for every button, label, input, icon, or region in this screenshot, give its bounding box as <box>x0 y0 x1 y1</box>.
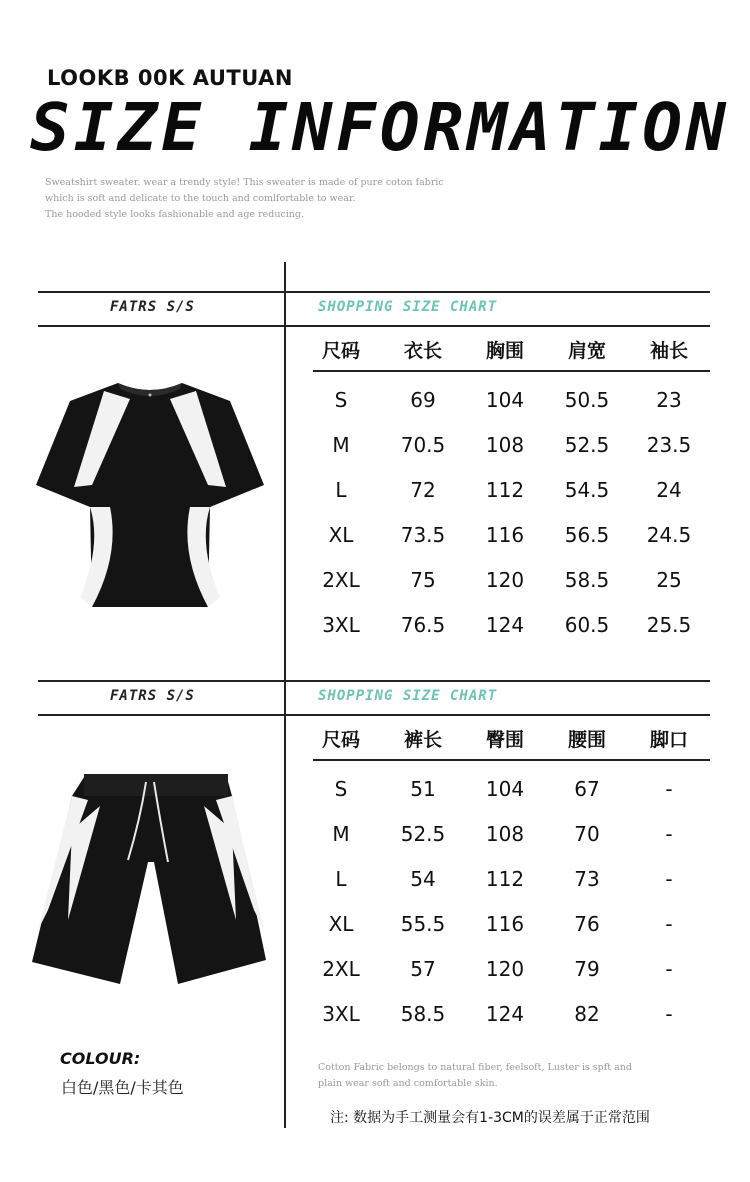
table-row <box>300 811 710 856</box>
header-cell: 胸围 <box>485 339 524 362</box>
size-cell: L <box>335 477 347 502</box>
colour-values: 白色/黑色/卡其色 <box>61 1078 184 1097</box>
brand-name: LOOKB 00K AUTUAN <box>47 66 293 90</box>
page-title: SIZE INFORMATION <box>30 89 730 166</box>
size-cell: XL <box>328 911 354 936</box>
measurement-cell: 73 <box>574 866 600 891</box>
measurement-cell: 52.5 <box>400 821 446 846</box>
measurement-cell: 120 <box>485 567 525 592</box>
measurement-cell: 76 <box>574 911 600 936</box>
measurement-cell: 58.5 <box>400 1001 446 1026</box>
table-body <box>300 377 710 647</box>
table-header-row <box>300 716 710 760</box>
table-row <box>300 856 710 901</box>
table-header-row <box>300 327 710 371</box>
measurement-cell: 124 <box>485 612 525 637</box>
table-row <box>300 766 710 811</box>
measurement-cell: 60.5 <box>564 612 610 637</box>
colour-title: COLOUR: <box>60 1049 141 1068</box>
measurement-cell: 58.5 <box>564 567 610 592</box>
size-cell: 2XL <box>322 567 360 592</box>
measurement-cell: 69 <box>410 387 436 412</box>
measurement-cell: 56.5 <box>564 522 610 547</box>
measurement-cell: 52.5 <box>564 432 610 457</box>
shirt-section-label: FATRS S/S <box>110 299 195 315</box>
table-row <box>300 557 710 602</box>
measurement-cell: 25.5 <box>646 612 692 637</box>
size-cell: XL <box>328 522 354 547</box>
size-cell: 3XL <box>322 1001 360 1026</box>
divider-line <box>38 291 710 293</box>
measurement-cell: 112 <box>485 866 525 891</box>
measurement-note: 注: 数据为手工测量会有1-3CM的误差属于正常范围 <box>330 1110 650 1126</box>
measurement-cell: 73.5 <box>400 522 446 547</box>
intro-line: Sweatshirt sweater. wear a trendy style! This sweater is made of pure coton fabric <box>45 177 444 188</box>
measurement-cell: - <box>665 776 673 801</box>
table-row <box>300 602 710 647</box>
measurement-cell: - <box>665 911 673 936</box>
shorts-image <box>28 770 273 995</box>
header-cell: 尺码 <box>321 339 360 362</box>
intro-line: The hooded style looks fashionable and age reducing. <box>45 209 305 220</box>
header-cell: 臀围 <box>485 728 524 751</box>
measurement-cell: 57 <box>410 956 436 981</box>
measurement-cell: - <box>665 866 673 891</box>
size-cell: M <box>332 432 350 457</box>
measurement-cell: 72 <box>410 477 436 502</box>
measurement-cell: 82 <box>574 1001 600 1026</box>
header-cell: 衣长 <box>403 339 442 362</box>
measurement-cell: 70.5 <box>400 432 446 457</box>
size-cell: S <box>334 776 348 801</box>
header-cell: 肩宽 <box>567 339 606 362</box>
header-cell: 腰围 <box>567 728 606 751</box>
table-row <box>300 467 710 512</box>
measurement-cell: 79 <box>574 956 600 981</box>
measurement-cell: - <box>665 1001 673 1026</box>
tshirt-image <box>30 375 270 615</box>
table-row <box>300 946 710 991</box>
size-cell: 2XL <box>322 956 360 981</box>
measurement-cell: 25 <box>656 567 682 592</box>
measurement-cell: 112 <box>485 477 525 502</box>
measurement-cell: 54 <box>410 866 436 891</box>
intro-line: which is soft and delicate to the touch and comlfortable to wear. <box>45 193 356 204</box>
measurement-cell: 108 <box>485 821 525 846</box>
measurement-cell: 116 <box>485 911 525 936</box>
measurement-cell: 51 <box>410 776 436 801</box>
measurement-cell: 24.5 <box>646 522 692 547</box>
shorts-section-label: FATRS S/S <box>110 688 195 704</box>
divider-line <box>38 680 710 682</box>
measurement-cell: 70 <box>574 821 600 846</box>
measurement-cell: 108 <box>485 432 525 457</box>
shorts-size-table <box>300 716 710 1036</box>
measurement-cell: 75 <box>410 567 436 592</box>
fabric-line: Cotton Fabric belongs to natural fiber, feelsoft, Luster is spft and <box>318 1062 632 1073</box>
measurement-cell: - <box>665 821 673 846</box>
header-cell: 裤长 <box>403 728 442 751</box>
measurement-cell: 120 <box>485 956 525 981</box>
header-cell: 袖长 <box>649 339 688 362</box>
measurement-cell: 104 <box>485 387 525 412</box>
measurement-cell: 54.5 <box>564 477 610 502</box>
header-cell: 尺码 <box>321 728 360 751</box>
table-row <box>300 377 710 422</box>
table-row <box>300 422 710 467</box>
table-row <box>300 901 710 946</box>
measurement-cell: 23.5 <box>646 432 692 457</box>
size-cell: M <box>332 821 350 846</box>
measurement-cell: 76.5 <box>400 612 446 637</box>
size-cell: S <box>334 387 348 412</box>
measurement-cell: 104 <box>485 776 525 801</box>
measurement-cell: 67 <box>574 776 600 801</box>
header-cell: 脚口 <box>649 728 688 751</box>
measurement-cell: - <box>665 956 673 981</box>
fabric-description <box>318 1060 638 1092</box>
table-body <box>300 766 710 1036</box>
measurement-cell: 124 <box>485 1001 525 1026</box>
measurement-cell: 116 <box>485 522 525 547</box>
size-cell: L <box>335 866 347 891</box>
measurement-cell: 23 <box>656 387 682 412</box>
shorts-chart-title: SHOPPING SIZE CHART <box>318 688 498 704</box>
measurement-cell: 50.5 <box>564 387 610 412</box>
shirt-size-table <box>300 327 710 647</box>
measurement-cell: 24 <box>656 477 682 502</box>
intro-text <box>45 175 465 223</box>
column-divider <box>284 262 286 1128</box>
size-cell: 3XL <box>322 612 360 637</box>
table-row <box>300 512 710 557</box>
shirt-chart-title: SHOPPING SIZE CHART <box>318 299 498 315</box>
measurement-cell: 55.5 <box>400 911 446 936</box>
table-row <box>300 991 710 1036</box>
fabric-line: plain wear soft and comfortable skin. <box>318 1078 498 1089</box>
